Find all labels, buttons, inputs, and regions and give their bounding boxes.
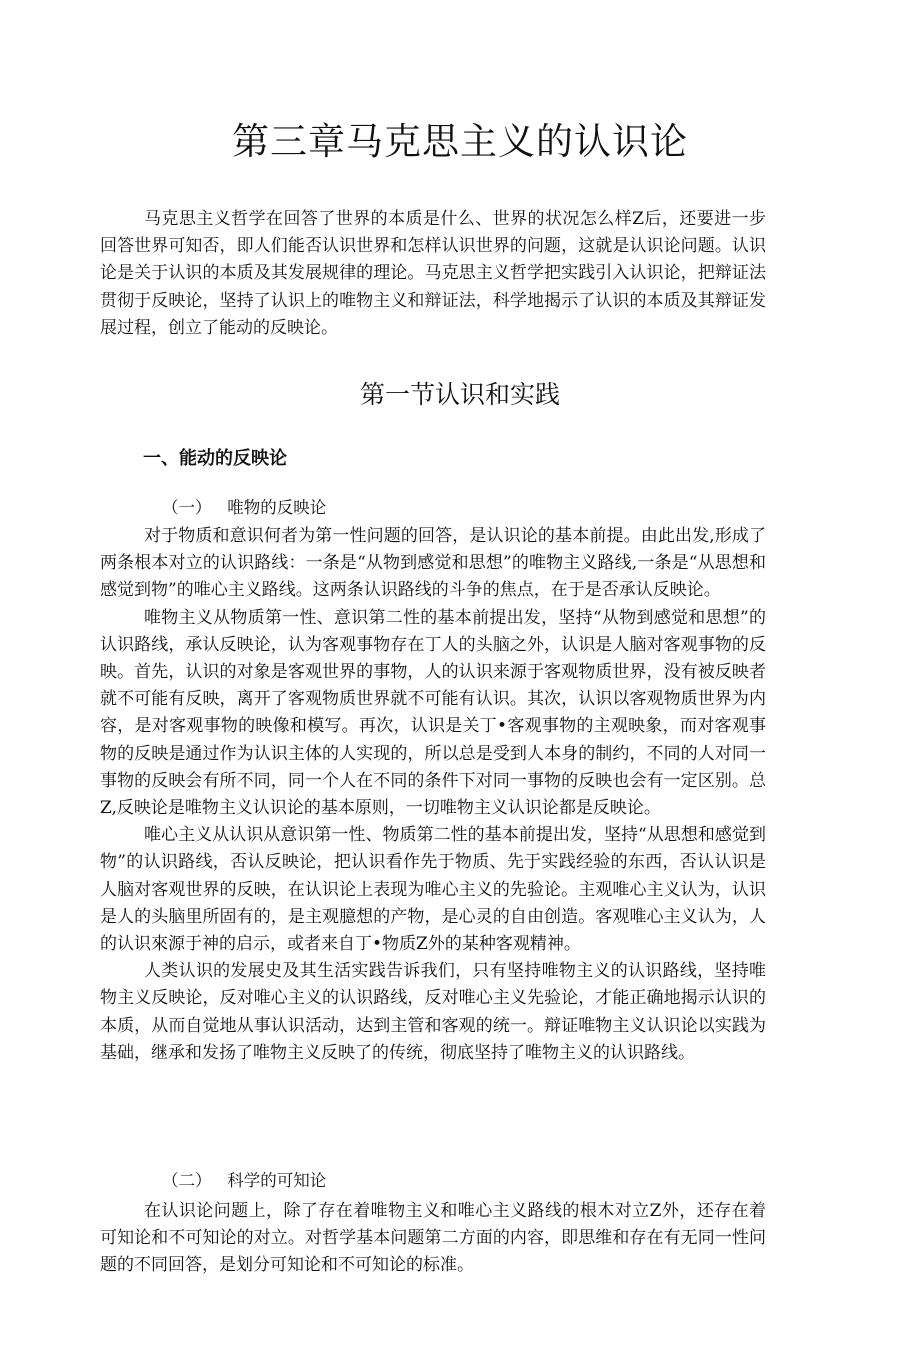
section-title: 第一节认识和实践 (359, 380, 560, 409)
chapter-title: 第三章马克思主义的认识论 (232, 120, 688, 163)
item1-paragraph-4: 人类认识的发展史及其生活实践告诉我们，只有坚持唯物主义的认识路线，坚持唯物主义反映论，反对唯心主义的认识路线，反对唯心主义先验论，才能正确地揭示认识的本质，从而自觉地从事认识活动，达到主管和客观的统一。辩证唯物主义认识论以实践为基础，继承和发扬了唯物主义反映了的传统，彻底坚持了唯物主义的认识路线。 (100, 961, 766, 1063)
item1-paragraph-3: 唯心主义从认识从意识第一性、物质第二性的基本前提出发，坚持“从思想和感觉到物”的认识路线，否认反映论，把认识看作先于物质、先于实践经验的东西，否认认识是人脑对客观世界的反映，在认识论上表现为唯心主义的先验论。主观唯心主义认为，认识是人的头脑里所固有的，是主观臆想的产物，是心灵的自由创造。客观唯心主义认为，人的认识來源于神的启示，或者来自丁•物质Z外的某种客观精神。 (100, 825, 766, 955)
item1-paragraph-2: 唯物主义从物质第一性、意识第二性的基本前提出发，坚持“从物到感觉和思想”的认识路线，承认反映论，认为客观事物存在丁人的头脑之外，认识是人脑对客观事物的反映。首先，认识的对象是客观世界的事物，人的认识来源于客观物质世界，没有被反映者就不可能有反映，离开了客观物质世界就不可能有认识。其次，认识以客观物质世界为内容，是对客观事物的映像和模写。再次，认识是关丁•客观事物的主观映象，而对客观事物的反映是通过作为认识主体的人实现的，所以总是受到人本身的制约，不同的人对同一事物的反映会有所不同，同一个人在不同的条件下对同一事物的反映也会有一定区别。总Z,反映论是唯物主义认识论的基本原则，一切唯物主义认识论都是反映论。 (100, 607, 766, 819)
item1-paragraph-1: 对于物质和意识何者为第一性问题的回答，是认识论的基本前提。由此出发,形成了两条根本对立的认识路线：一条是“从物到感觉和思想”的唯物主义路线,一条是“从思想和感觉到物”的唯心主义路线。这两条认识路线的斗争的焦点，在于是否承认反映论。 (100, 526, 766, 601)
subsection-title: 一、能动的反映论 (143, 448, 287, 469)
item2-heading: （二） 科学的可知论 (162, 1171, 327, 1190)
intro-paragraph: 马克思主义哲学在回答了世界的本质是什么、世界的状况怎么样Z后，还要进一步回答世界可知否，即人们能否认识世界和怎样认识世界的问题，这就是认识论问题。认识论是关于认识的本质及其发展规律的理论。马克思主义哲学把实践引入认识论，把辩证法贯彻于反映论，坚持了认识上的唯物主义和辩证法，科学地揭示了认识的本质及其辩证发展过程，创立了能动的反映论。 (100, 209, 766, 338)
item1-body (100, 523, 766, 1067)
item1-heading: （一） 唯物的反映论 (162, 498, 327, 517)
item2-paragraph-1: 在认识论问题上，除了存在着唯物主义和唯心主义路线的根木对立Z外，还存在着可知论和不可知论的对立。对哲学基本问题第二方面的内容，即思维和存在有无同一性问题的不同回答，是划分可知论和不可知论的标准。 (100, 1201, 766, 1276)
item2-body (100, 1198, 766, 1280)
